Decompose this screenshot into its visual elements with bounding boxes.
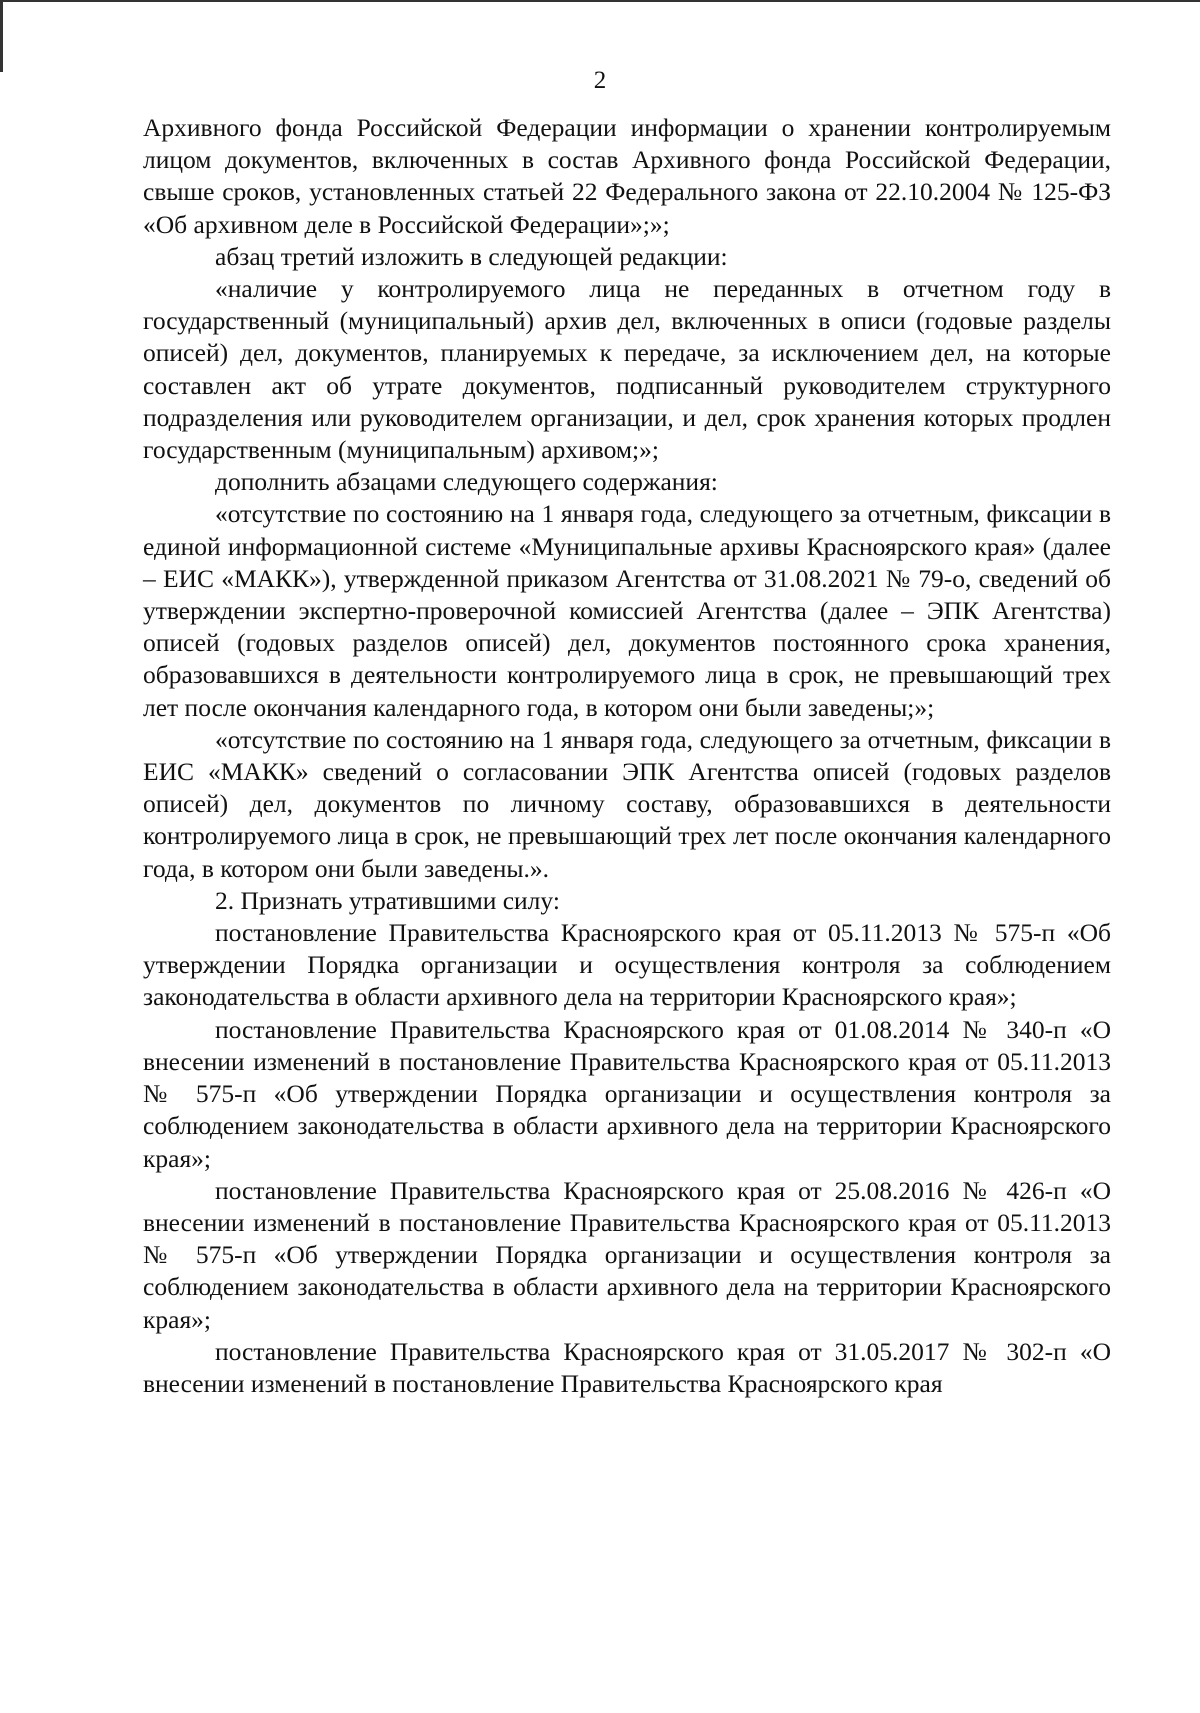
paragraph-instruction: абзац третий изложить в следующей редакции: <box>215 241 728 271</box>
scan-border-top <box>0 0 1200 2</box>
paragraph-repealed-act: постановление Правительства Красноярского края от 25.08.2016 № 426-п «О внесении изменений в постановление Правительства Красноярского края от 05.11.2013 № 575-п «Об утверждении Порядка организации и осуществления контроля за соблюдением законодательства в области архивного дела на территории Красноярского края»; <box>143 1175 1111 1334</box>
scan-border-left <box>0 0 3 72</box>
paragraph-quoted-clause: «отсутствие по состоянию на 1 января года, следующего за отчетным, фиксации в ЕИС «МАКК» сведений о согласовании ЭПК Агентства описей (годовых разделов описей) дел, документов по личному составу, образовавшихся в деятельности контролируемого лица в срок, не превышающий трех лет после окончания календарного года, в котором они были заведены.». <box>143 724 1111 883</box>
page-number: 2 <box>593 67 607 94</box>
paragraph-continuation: Архивного фонда Российской Федерации информации о хранении контролируемым лицом документов, включенных в состав Архивного фонда Российской Федерации, свыше сроков, установленных статьей 22 Федерального закона от 22.10.2004 № 125-ФЗ «Об архивном деле в Российской Федерации»;»; <box>143 113 1111 239</box>
paragraph-instruction: дополнить абзацами следующего содержания: <box>215 467 718 497</box>
paragraph-section-heading: 2. Признать утратившими силу: <box>215 885 560 915</box>
paragraph-repealed-act: постановление Правительства Красноярского края от 01.08.2014 № 340-п «О внесении изменений в постановление Правительства Красноярского края от 05.11.2013 № 575-п «Об утверждении Порядка организации и осуществления контроля за соблюдением законодательства в области архивного дела на территории Красноярского края»; <box>143 1014 1111 1173</box>
paragraph-repealed-act: постановление Правительства Красноярского края от 31.05.2017 № 302-п «О внесении изменений в постановление Правительства Красноярского края <box>143 1336 1111 1398</box>
paragraph-quoted-clause: «наличие у контролируемого лица не переданных в отчетном году в государственный (муниципальный) архив дел, включенных в описи (годовые разделы описей) дел, документов, планируемых к передаче, за исключением дел, на которые составлен акт об утрате документов, подписанный руководителем структурного подразделения или руководителем организации, и дел, срок хранения которых продлен государственным (муниципальным) архивом;»; <box>143 274 1111 465</box>
document-body <box>143 112 1111 1400</box>
paragraph-repealed-act: постановление Правительства Красноярского края от 05.11.2013 № 575-п «Об утверждении Порядка организации и осуществления контроля за соблюдением законодательства в области архивного дела на территории Красноярского края»; <box>143 918 1111 1012</box>
paragraph-quoted-clause: «отсутствие по состоянию на 1 января года, следующего за отчетным, фиксации в единой информационной системе «Муниципальные архивы Красноярского края» (далее – ЕИС «МАКК»), утвержденной приказом Агентства от 31.08.2021 № 79-о, сведений об утверждении экспертно-проверочной комиссией Агентства (далее – ЭПК Агентства) описей (годовых разделов описей) дел, документов постоянного срока хранения, образовавшихся в деятельности контролируемого лица в срок, не превышающий трех лет после окончания календарного года, в котором они были заведены;»; <box>143 499 1111 722</box>
